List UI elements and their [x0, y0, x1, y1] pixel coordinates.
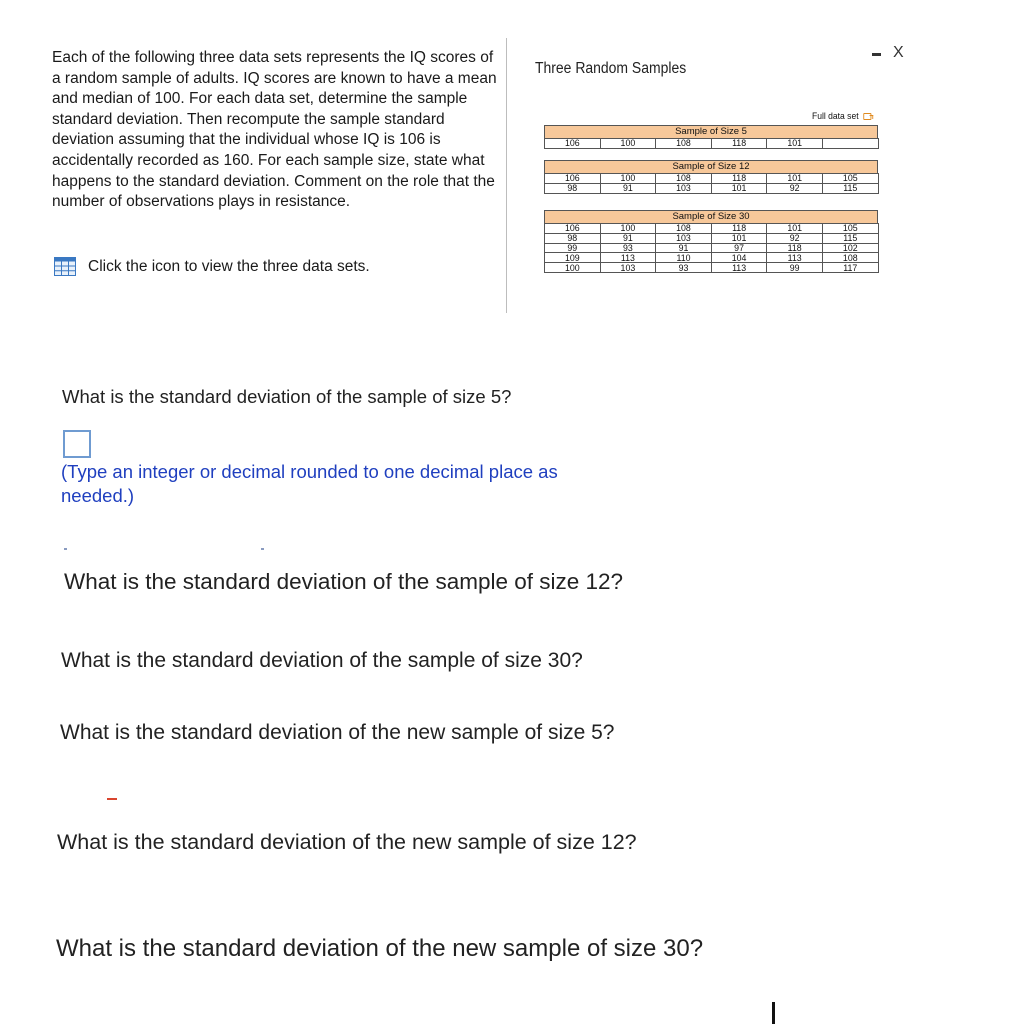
data-cell: 113 [600, 253, 656, 263]
data-cell: 101 [767, 139, 823, 149]
data-cell: 108 [656, 174, 712, 184]
data-cell: 115 [822, 233, 878, 243]
data-cell: 102 [822, 243, 878, 253]
data-cell: 108 [656, 139, 712, 149]
sample-size-5-header: Sample of Size 5 [544, 125, 878, 138]
stray-red-mark [107, 798, 117, 800]
data-cell: 99 [767, 263, 823, 273]
data-cell: 92 [767, 183, 823, 193]
data-cell: 98 [545, 183, 601, 193]
close-icon[interactable]: X [893, 44, 904, 61]
sample-size-12-header: Sample of Size 12 [544, 160, 878, 173]
data-cell: 106 [545, 224, 601, 234]
copy-icon[interactable] [863, 113, 871, 120]
data-cell: 91 [600, 233, 656, 243]
data-cell: 113 [711, 263, 767, 273]
data-cell: 103 [600, 263, 656, 273]
sample-size-30-table [544, 223, 879, 273]
data-cell: 100 [600, 139, 656, 149]
view-data-sets-link[interactable] [54, 257, 370, 276]
data-cell: 117 [822, 263, 878, 273]
answer-input[interactable] [63, 430, 91, 458]
table-grid-icon[interactable] [54, 257, 76, 276]
data-cell: 115 [822, 183, 878, 193]
data-cell: 93 [600, 243, 656, 253]
text-cursor [772, 1002, 775, 1024]
data-cell: 118 [711, 224, 767, 234]
empty-cell [822, 139, 878, 149]
table-row [545, 243, 879, 253]
question-sd-size-5: What is the standard deviation of the sample of size 5? [62, 386, 512, 407]
data-cell: 118 [711, 174, 767, 184]
data-cell: 106 [545, 139, 601, 149]
full-data-set-link[interactable] [812, 111, 871, 122]
data-cell: 101 [767, 174, 823, 184]
data-cell: 97 [711, 243, 767, 253]
data-cell: 91 [600, 183, 656, 193]
data-cell: 101 [767, 224, 823, 234]
data-cell: 108 [822, 253, 878, 263]
stray-mark [64, 548, 67, 550]
data-cell: 118 [767, 243, 823, 253]
data-cell: 110 [656, 253, 712, 263]
data-cell: 98 [545, 233, 601, 243]
question-sd-new-size-12: What is the standard deviation of the new sample of size 12? [57, 830, 637, 854]
data-cell: 101 [711, 233, 767, 243]
sample-size-12-block [544, 160, 878, 194]
popup-window-controls [872, 46, 904, 60]
data-cell: 99 [545, 243, 601, 253]
table-row [545, 174, 879, 184]
data-cell: 109 [545, 253, 601, 263]
data-cell: 106 [545, 174, 601, 184]
data-cell: 105 [822, 224, 878, 234]
view-data-sets-label[interactable]: Click the icon to view the three data sets. [88, 257, 370, 275]
table-row [545, 183, 879, 193]
question-sd-size-12: What is the standard deviation of the sample of size 12? [64, 569, 624, 594]
sample-size-30-header: Sample of Size 30 [544, 210, 878, 223]
data-cell: 100 [600, 174, 656, 184]
data-cell: 101 [711, 183, 767, 193]
table-row [545, 224, 879, 234]
minimize-icon[interactable] [872, 53, 881, 56]
table-row [545, 139, 879, 149]
data-cell: 104 [711, 253, 767, 263]
sample-size-30-block [544, 210, 878, 273]
table-row [545, 263, 879, 273]
data-cell: 93 [656, 263, 712, 273]
question-sd-size-30: What is the standard deviation of the sample of size 30? [61, 649, 583, 672]
sample-size-12-table [544, 173, 879, 194]
sample-size-5-block [544, 125, 878, 149]
full-data-set-label[interactable]: Full data set [812, 111, 859, 122]
table-row [545, 233, 879, 243]
data-cell: 108 [656, 224, 712, 234]
sample-size-5-table [544, 138, 879, 149]
table-row [545, 253, 879, 263]
data-cell: 103 [656, 183, 712, 193]
data-cell: 103 [656, 233, 712, 243]
data-cell: 91 [656, 243, 712, 253]
panel-divider [506, 38, 507, 313]
data-cell: 100 [600, 224, 656, 234]
problem-statement: Each of the following three data sets represents the IQ scores of a random sample of adults. IQ scores are known to have a mean and median of 100. For each data set, determine the sample standard deviation. Then recompute the sample standard deviation assuming that the individual whose IQ is 106 is accidentally recorded as 160. For each sample size, state what happens to the standard deviation. Comment on the role that the number of observations plays in resistance. [52, 49, 497, 211]
popup-title: Three Random Samples [535, 60, 687, 77]
question-sd-new-size-5: What is the standard deviation of the new sample of size 5? [60, 721, 615, 744]
data-cell: 100 [545, 263, 601, 273]
data-cell: 92 [767, 233, 823, 243]
answer-hint: (Type an integer or decimal rounded to one decimal place as needed.) [61, 461, 558, 506]
question-sd-new-size-30: What is the standard deviation of the new sample of size 30? [56, 935, 704, 962]
data-cell: 105 [822, 174, 878, 184]
data-cell: 118 [711, 139, 767, 149]
data-cell: 113 [767, 253, 823, 263]
stray-mark [261, 548, 264, 550]
